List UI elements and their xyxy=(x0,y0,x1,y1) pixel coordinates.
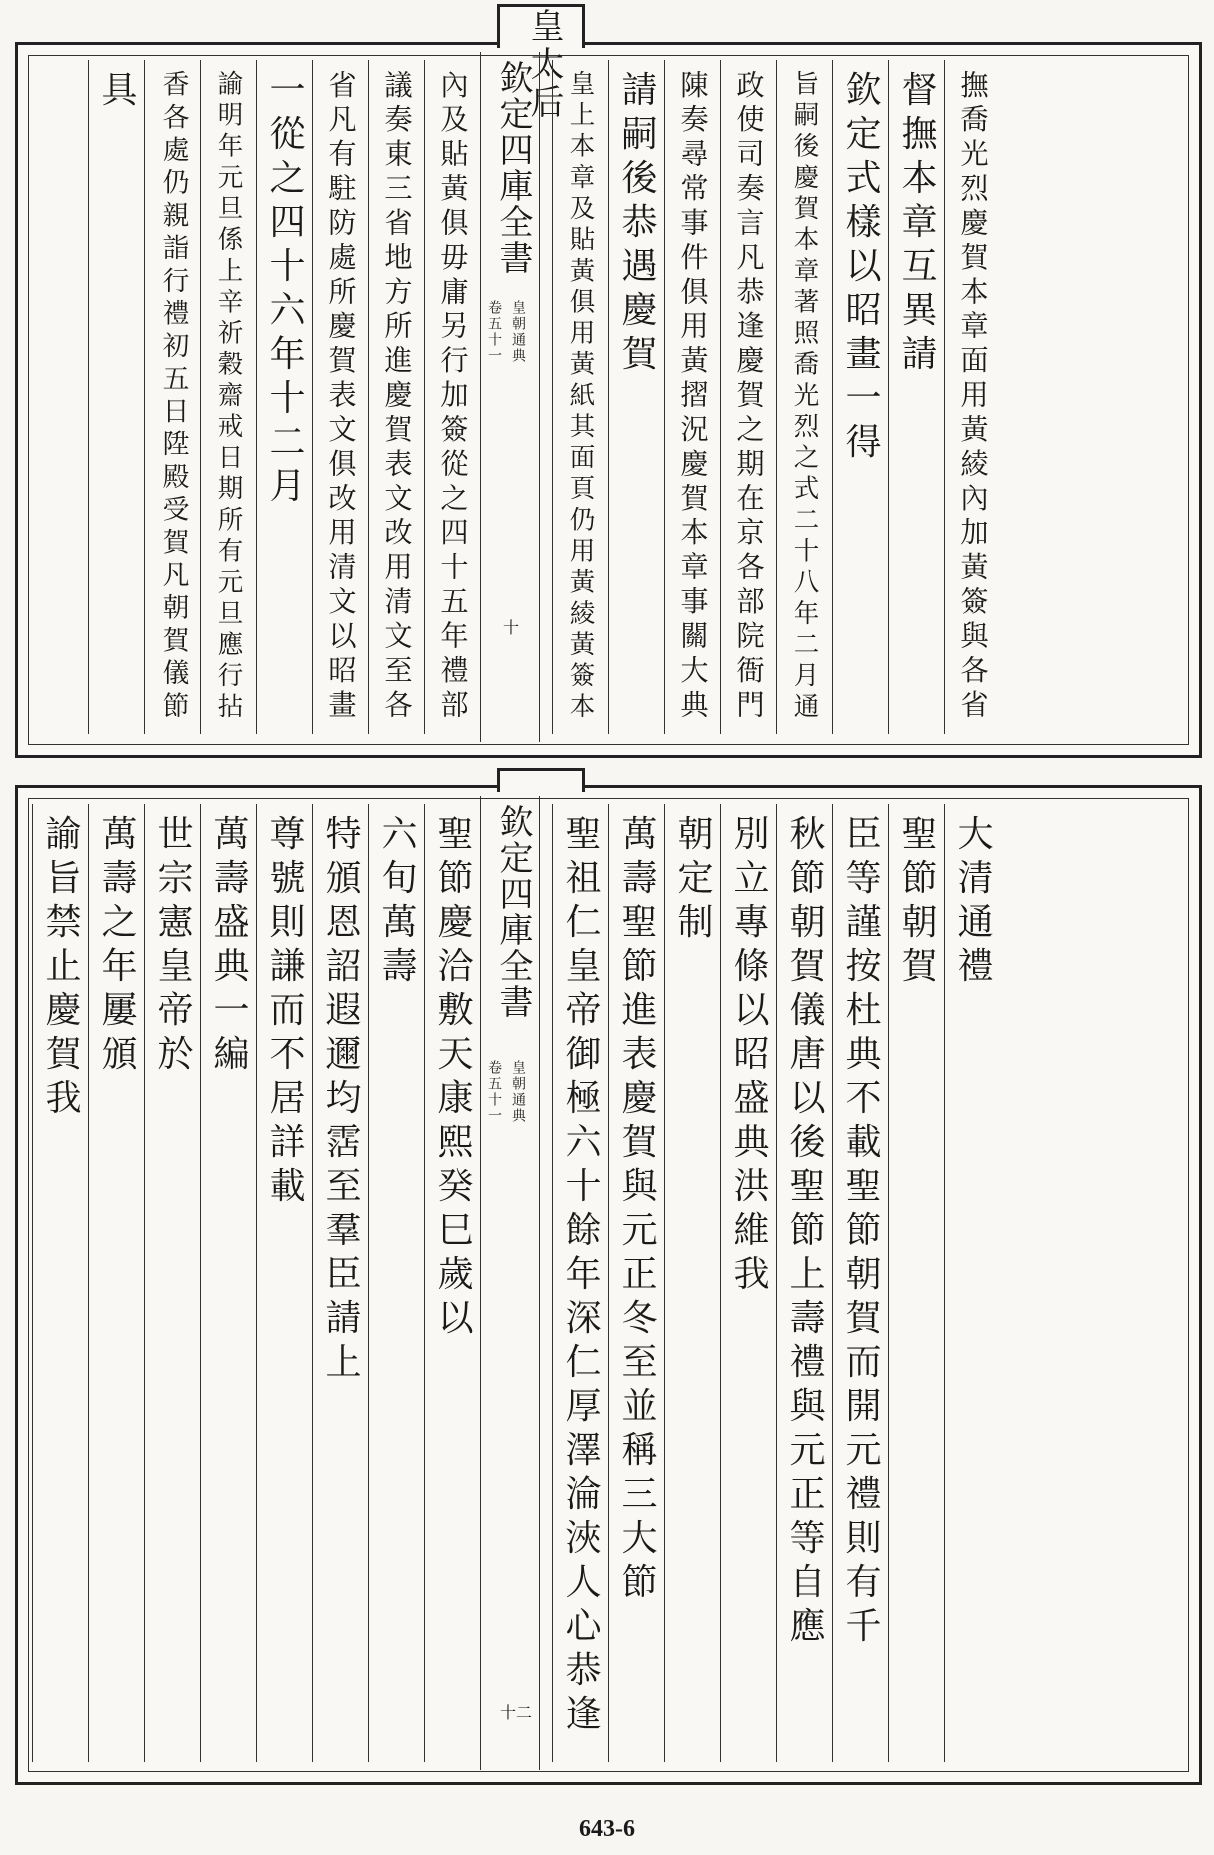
bottom-column-7 xyxy=(608,804,664,1762)
column-text: 諭旨禁止慶賀我 xyxy=(39,814,82,1122)
bottom-book-name: 皇朝通典 xyxy=(510,1060,526,1124)
top-column-6 xyxy=(664,60,720,734)
top-column-8 xyxy=(552,60,608,734)
column-text: 聖節慶洽敷天康熙癸巳歲以 xyxy=(431,814,474,1342)
top-column-7 xyxy=(608,60,664,734)
column-text: 秋節朝賀儀唐以後聖節上壽禮與元正等自應 xyxy=(783,814,826,1650)
top-column-11 xyxy=(312,60,368,734)
column-text: 具 xyxy=(95,70,138,114)
column-text: 大清通禮 xyxy=(951,814,994,990)
bottom-header-column xyxy=(480,796,540,1770)
page-number: 643-6 xyxy=(579,1816,635,1842)
top-column-3 xyxy=(832,60,888,734)
column-text: 世宗憲皇帝於 xyxy=(151,814,194,1078)
bottom-title-tab xyxy=(497,768,585,792)
column-text: 萬壽之年屢頒 xyxy=(95,814,138,1078)
top-header-meta xyxy=(488,300,528,460)
column-text: 聖祖仁皇帝御極六十餘年深仁厚澤淪浹人心恭逢 xyxy=(559,814,602,1738)
column-text: 萬壽盛典一編 xyxy=(207,814,250,1078)
column-text: 省凡有駐防處所慶賀表文俱改用清文以昭畫 xyxy=(324,70,358,724)
top-tab-text: 皇太后 xyxy=(524,8,564,122)
bottom-column-5 xyxy=(720,804,776,1762)
bottom-header-title: 欽定四庫全書 xyxy=(493,804,533,1020)
column-text: 別立專條以昭盛典洪維我 xyxy=(727,814,770,1298)
bottom-column-15 xyxy=(88,804,144,1762)
bottom-column-12 xyxy=(256,804,312,1762)
column-text: 六旬萬壽 xyxy=(375,814,418,990)
bottom-column-10 xyxy=(368,804,424,1762)
column-text: 特頒恩詔遐邇均霑至羣臣請上 xyxy=(319,814,362,1386)
top-volume: 卷五十一 xyxy=(486,300,502,364)
column-text: 諭明年元旦係上辛祈穀齋戒日期所有元旦應行拈 xyxy=(213,70,244,724)
top-column-5 xyxy=(720,60,776,734)
column-text: 旨嗣後慶賀本章著照喬光烈之式二十八年二月通 xyxy=(789,70,820,724)
column-text: 一從之四十六年十二月 xyxy=(263,70,306,510)
column-text: 臣等謹按杜典不載聖節朝賀而開元禮則有千 xyxy=(839,814,882,1650)
bottom-column-1 xyxy=(944,804,1000,1762)
column-text: 聖節朝賀 xyxy=(895,814,938,990)
bottom-column-13 xyxy=(200,804,256,1762)
bottom-column-6 xyxy=(664,804,720,1762)
bottom-column-14 xyxy=(144,804,200,1762)
top-column-14 xyxy=(144,60,200,734)
top-leaf-number: 十 xyxy=(503,618,520,637)
top-column-12 xyxy=(256,60,312,734)
bottom-leaf-number: 十二 xyxy=(500,1703,533,1722)
column-text: 議奏東三省地方所進慶賀表文改用清文至各 xyxy=(380,70,414,724)
top-column-13 xyxy=(200,60,256,734)
top-header-title: 欽定四庫全書 xyxy=(493,60,533,276)
bottom-header-meta xyxy=(488,1060,528,1220)
top-column-15 xyxy=(88,60,144,734)
bottom-column-11 xyxy=(312,804,368,1762)
column-text: 撫喬光烈慶賀本章面用黃綾內加黃簽與各省 xyxy=(956,70,990,724)
top-column-2 xyxy=(888,60,944,734)
column-text: 尊號則謙而不居詳載 xyxy=(263,814,306,1210)
column-text: 內及貼黃俱毋庸另行加簽從之四十五年禮部 xyxy=(436,70,470,724)
top-book-name: 皇朝通典 xyxy=(510,300,526,364)
column-text: 朝定制 xyxy=(671,814,714,946)
column-text: 香各處仍親詣行禮初五日陞殿受賀凡朝賀儀節 xyxy=(157,70,189,724)
column-text: 陳奏尋常事件俱用黃摺況慶賀本章事關大典 xyxy=(676,70,710,724)
column-text: 督撫本章互異請 xyxy=(895,70,938,378)
column-text: 請嗣後恭遇慶賀 xyxy=(615,70,658,378)
top-column-1 xyxy=(944,60,1000,734)
column-text: 政使司奏言凡恭逢慶賀之期在京各部院衙門 xyxy=(732,70,766,724)
bottom-column-3 xyxy=(832,804,888,1762)
bottom-column-16 xyxy=(32,804,88,1762)
bottom-volume: 卷五十一 xyxy=(486,1060,502,1124)
column-text: 皇上本章及貼黃俱用黃紙其面頁仍用黃綾黃簽本 xyxy=(565,70,596,724)
column-text: 欽定式樣以昭畫一得 xyxy=(839,70,882,466)
top-column-4 xyxy=(776,60,832,734)
bottom-column-2 xyxy=(888,804,944,1762)
bottom-column-9 xyxy=(424,804,480,1762)
top-column-9 xyxy=(424,60,480,734)
bottom-column-4 xyxy=(776,804,832,1762)
bottom-column-8 xyxy=(552,804,608,1762)
top-column-10 xyxy=(368,60,424,734)
column-text: 萬壽聖節進表慶賀與元正冬至並稱三大節 xyxy=(615,814,658,1606)
